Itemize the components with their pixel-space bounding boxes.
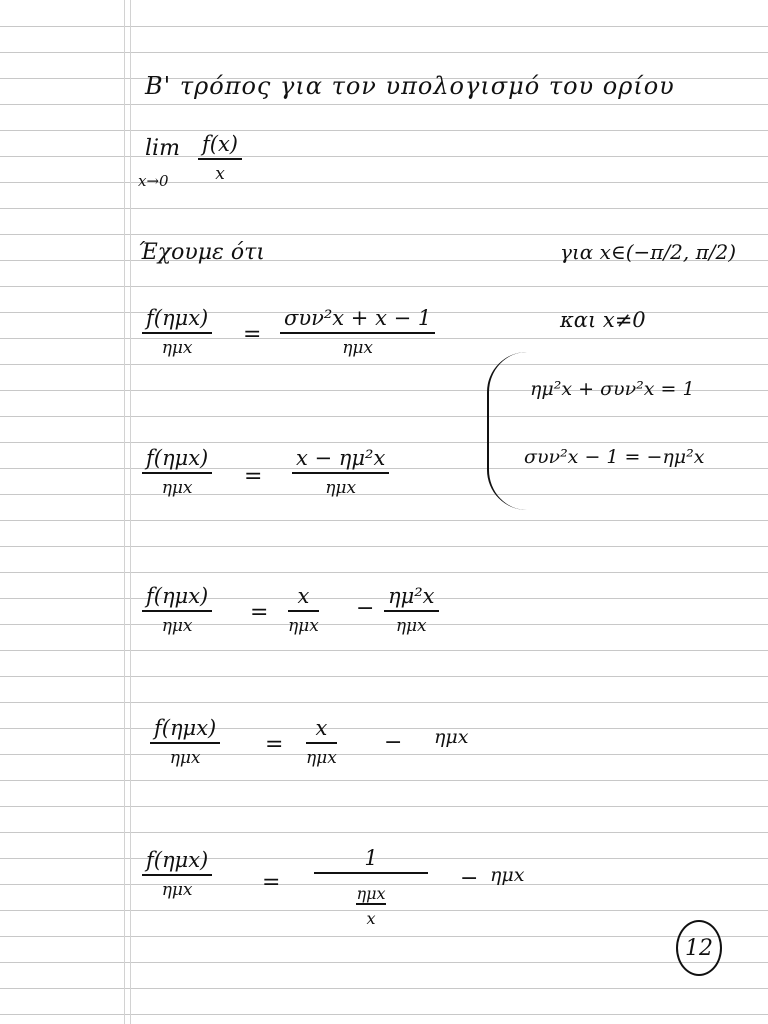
step3-rhs-second xyxy=(384,584,439,636)
step3-rhs2-denominator: ημx xyxy=(395,616,427,636)
step5-rhs-inner-fraction xyxy=(356,880,385,928)
step3-rhs-first xyxy=(288,584,319,636)
minus-sign: − xyxy=(356,596,375,621)
step4-rhs xyxy=(306,716,337,768)
margin-line xyxy=(130,0,131,1024)
given-text: Έχουμε ότι xyxy=(138,240,265,265)
step5-rhs-numerator: 1 xyxy=(364,846,378,870)
step5-lhs xyxy=(142,848,212,900)
step4-lhs-denominator: ημx xyxy=(169,748,201,768)
step1-lhs xyxy=(142,306,212,358)
identity-line: συν²x − 1 = −ημ²x xyxy=(524,446,705,468)
limit-fraction xyxy=(198,132,242,184)
fraction-bar xyxy=(314,872,428,874)
limit-numerator: f(x) xyxy=(202,132,239,156)
step3-lhs-denominator: ημx xyxy=(161,616,193,636)
step2-lhs-denominator: ημx xyxy=(161,478,193,498)
limit-denominator: x xyxy=(215,164,225,184)
domain-text: για x∈(−π/2, π/2) xyxy=(560,240,737,264)
step4-rhs-denominator: ημx xyxy=(306,748,337,768)
step5-inner-numerator: ημx xyxy=(356,884,386,903)
step4-tail-term: ημx xyxy=(434,726,469,748)
identity-line: ημ²x + συν²x = 1 xyxy=(530,378,695,400)
step5-rhs xyxy=(314,846,428,928)
step4-lhs-numerator: f(ημx) xyxy=(154,716,217,740)
heading-text: Β' τρόπος για τον υπολογισμό του ορίου xyxy=(145,72,675,100)
step2-rhs xyxy=(292,446,389,498)
equals-sign: = xyxy=(250,600,269,625)
step3-rhs2-numerator: ημ²x xyxy=(388,584,435,608)
equals-sign: = xyxy=(265,732,284,757)
step3-lhs-numerator: f(ημx) xyxy=(146,584,209,608)
page-number-circle xyxy=(676,920,722,976)
step1-lhs-denominator: ημx xyxy=(161,338,193,358)
step5-lhs-numerator: f(ημx) xyxy=(146,848,209,872)
step2-lhs xyxy=(142,446,212,498)
equals-sign: = xyxy=(244,464,263,489)
condition-text: και x≠0 xyxy=(560,308,646,332)
step3-rhs1-denominator: ημx xyxy=(288,616,319,636)
margin-line xyxy=(124,0,125,1024)
step4-lhs xyxy=(150,716,220,768)
step3-lhs xyxy=(142,584,212,636)
page-number: 12 xyxy=(685,935,713,961)
step3-rhs1-numerator: x xyxy=(297,584,310,608)
equals-sign: = xyxy=(262,870,281,895)
minus-sign: − xyxy=(384,730,403,755)
step4-rhs-numerator: x xyxy=(315,716,328,740)
limit-subscript: x→0 xyxy=(138,172,169,190)
step5-inner-denominator: x xyxy=(366,909,376,928)
step1-rhs-numerator: συν²x + x − 1 xyxy=(284,306,432,330)
step1-rhs xyxy=(280,306,435,358)
step5-tail-term: ημx xyxy=(490,864,525,886)
side-note-bracket xyxy=(487,352,529,510)
step2-lhs-numerator: f(ημx) xyxy=(146,446,209,470)
equals-sign: = xyxy=(243,322,262,347)
limit-symbol: lim xyxy=(145,136,180,161)
step5-lhs-denominator: ημx xyxy=(161,880,193,900)
step1-rhs-denominator: ημx xyxy=(342,338,374,358)
step2-rhs-denominator: ημx xyxy=(325,478,357,498)
minus-sign: − xyxy=(460,866,479,891)
step1-lhs-numerator: f(ημx) xyxy=(146,306,209,330)
step2-rhs-numerator: x − ημ²x xyxy=(296,446,386,470)
